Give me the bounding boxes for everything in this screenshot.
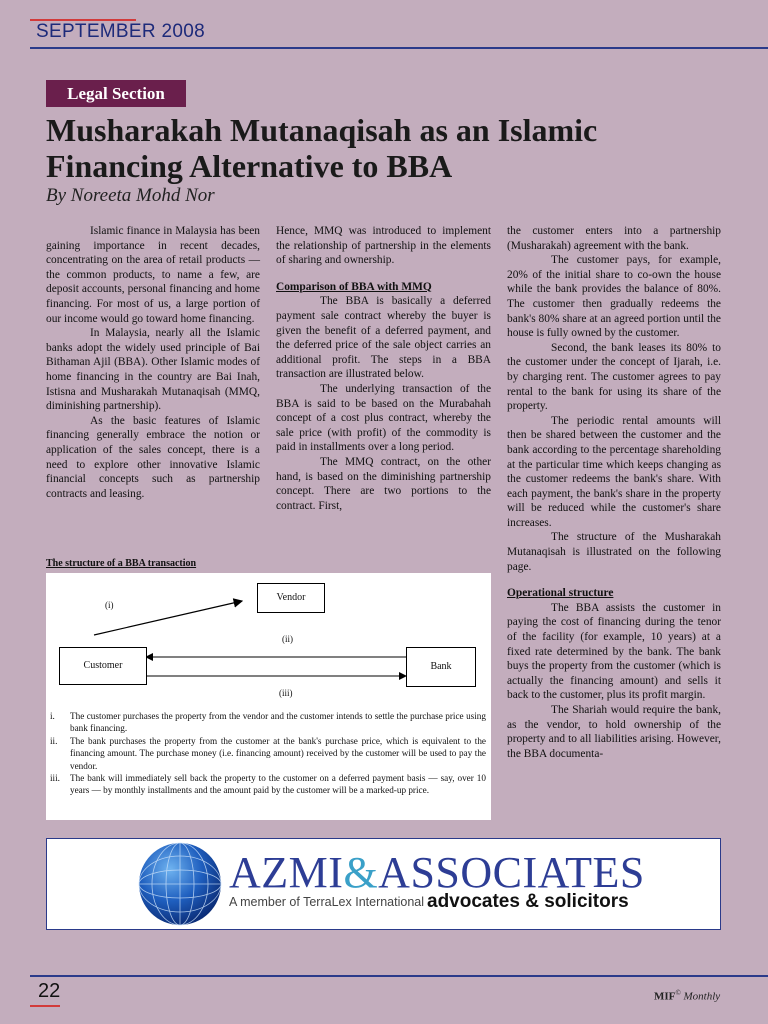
note-number: iii.	[50, 773, 60, 784]
firm-tagline: advocates & solicitors	[427, 891, 629, 912]
step-label-i: (i)	[105, 600, 114, 610]
note-item	[50, 772, 486, 797]
paragraph: The BBA assists the customer in paying the cost of financing during the tenor of the facility (for example, 10 years) at a fixed rate determined by the bank. The bank buys the property from the customer (which is actually the financing amount) and sells it back to the customer, plus its profit margin.	[507, 601, 721, 702]
column-3	[507, 224, 721, 761]
section-heading: Comparison of BBA with MMQ	[276, 280, 432, 293]
bank-box: Bank	[406, 647, 476, 687]
note-text: The bank will immediately sell back the property to the customer on a deferred payment basis — say, over 10 years — by monthly installments and the amount paid by the customer will be a marked-up price.	[70, 773, 486, 796]
bba-diagram	[46, 573, 491, 820]
header-rule	[30, 47, 768, 49]
title-line-1: Musharakah Mutanaqisah as an Islamic	[46, 112, 598, 148]
vendor-box: Vendor	[257, 583, 325, 613]
section-badge: Legal Section	[46, 80, 186, 107]
firm-affiliation: A member of TerraLex International	[229, 895, 425, 909]
paragraph: The BBA is basically a deferred payment sale contract whereby the buyer is given the benefit of a deferred payment, and the deferred price of the sale object carries an additional profit. The steps in a BBA transaction are illustrated below.	[276, 295, 491, 381]
paragraph: Islamic finance in Malaysia has been gaining importance in recent decades, concentrating on the area of retail products — the common products, to name a few, are deposit accounts, personal financing and home financing. For most of us, a large portion of our income would go toward home financing.	[46, 225, 260, 325]
paragraph: The periodic rental amounts will then be shared between the customer and the bank according to the percentage shareholding at the particular time which keeps changing as the customer redeems the bank's share. With each payment, the bank's share in the property will be reduced while the customer's share increases.	[507, 414, 721, 529]
note-number: i.	[50, 711, 55, 721]
note-item	[50, 710, 486, 735]
firm-ampersand: &	[343, 848, 379, 897]
paragraph: The MMQ contract, on the other hand, is based on the diminishing partnership concept. There are two portions to the contract. First,	[276, 455, 491, 512]
publication-frequency: Monthly	[683, 990, 721, 1003]
footer-rule	[30, 975, 768, 977]
paragraph: The customer pays, for example, 20% of the initial share to co-own the house while the bank provides the balance of 80%. The customer then gradually redeems the bank's 80% share at an agreed portion until the house is fully owned by the customer.	[507, 254, 721, 340]
paragraph: In Malaysia, nearly all the Islamic banks adopt the widely used principle of Bai Bithaman Ajil (BBA). Other Islamic modes of home financing in the country are Bai Inah, Istisna and Musharakah Mutanaqisah (MMQ, diminishing partnership).	[46, 327, 260, 413]
note-item	[50, 735, 486, 772]
arrow-customer-to-vendor	[94, 601, 242, 635]
customer-box: Customer	[59, 647, 147, 685]
paragraph: As the basic features of Islamic financing generally embrace the notion or application of the sales concept, there is a need to explore other innovative Islamic financial concepts such as partnership contracts and leasing.	[46, 414, 260, 500]
figure-caption: The structure of a BBA transaction	[46, 558, 197, 569]
publication-title: MIF	[654, 990, 676, 1003]
paragraph: Hence, MMQ was introduced to implement the relationship of partnership in the elements of sharing and ownership.	[276, 225, 491, 267]
advertisement-banner[interactable]	[46, 838, 721, 930]
note-number: ii.	[50, 735, 58, 746]
issue-date: SEPTEMBER 2008	[36, 21, 205, 42]
firm-name-part-1: AZMI	[229, 848, 344, 897]
paragraph: Second, the bank leases its 80% to the customer under the concept of Ijarah, i.e. by charging rent. The customer agrees to pay rental to the bank for using its share of the property.	[507, 341, 721, 413]
registered-mark: ©	[675, 989, 681, 997]
globe-icon	[135, 841, 225, 927]
paragraph: the customer enters into a partnership (Musharakah) agreement with the bank.	[507, 225, 721, 252]
paragraph: The Shariah would require the bank, as the vendor, to hold ownership of the property and to all liabilities arising. However, the BBA documenta-	[507, 704, 721, 760]
article-title	[46, 112, 746, 184]
step-label-iii: (iii)	[279, 688, 293, 698]
column-2	[276, 224, 491, 513]
diagram-notes	[50, 710, 486, 797]
note-text: The bank purchases the property from the customer at the bank's purchase price, which is equivalent to the financing amount. The purchase money (i.e. financing amount) received by the customer will be used to pay the vendor.	[70, 735, 486, 771]
publication-name	[654, 989, 720, 1003]
title-line-2: Financing Alternative to BBA	[46, 148, 453, 184]
page-number: 22	[38, 980, 61, 1002]
note-text: The customer purchases the property from the vendor and the customer intends to settle the purchase price using bank financing.	[70, 711, 486, 734]
firm-name-part-2: ASSOCIATES	[378, 848, 645, 897]
section-heading: Operational structure	[507, 587, 614, 600]
column-1	[46, 224, 260, 501]
byline: By Noreeta Mohd Nor	[46, 185, 215, 206]
footer-accent-line	[30, 1005, 60, 1007]
paragraph: The structure of the Musharakah Mutanaqisah is illustrated on the following page.	[507, 531, 721, 573]
step-label-ii: (ii)	[282, 634, 293, 644]
paragraph: The underlying transaction of the BBA is said to be based on the Murabahah concept of a cost plus contract, whereby the sale price (with profit) of the commodity is paid in installments over a long period.	[276, 382, 491, 454]
